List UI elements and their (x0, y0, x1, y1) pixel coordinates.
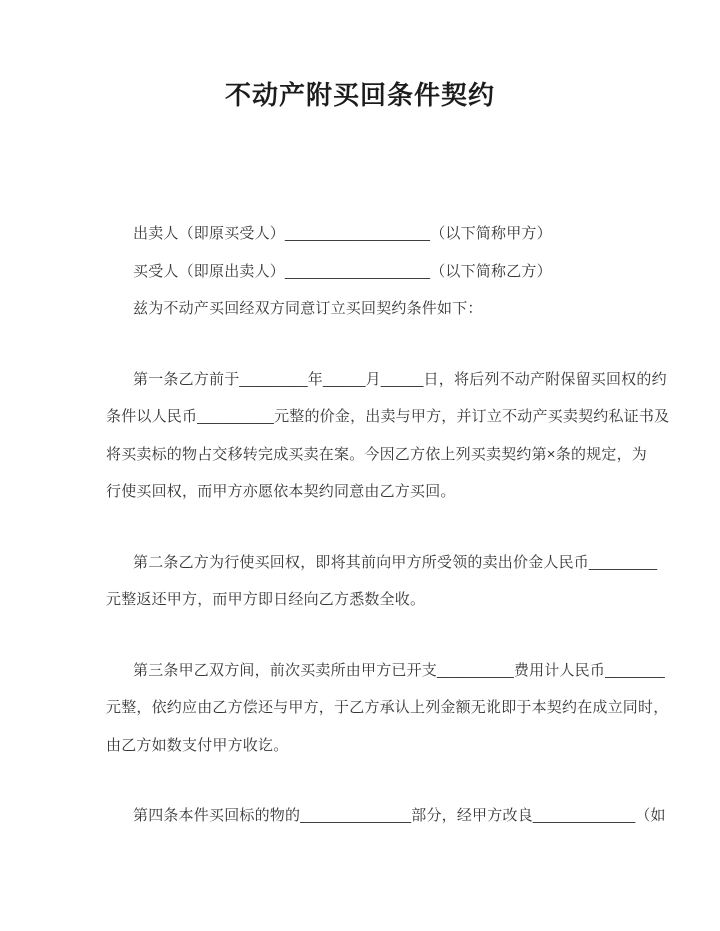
buyer-party-line: 买受人（即原出卖人）_________________（以下简称乙方） (133, 262, 552, 280)
clause-4 (0, 797, 720, 835)
preamble-line: 兹为不动产买回经双方同意订立买回契约条件如下： (133, 300, 483, 317)
clause-1-line-2: 条件以人民币_________元整的价金，出卖与甲方，并订立不动产买卖契约私证书及 (106, 408, 670, 425)
clause-3-line-3: 由乙方如数支付甲方收讫。 (106, 736, 289, 754)
clause-4-line-1: 第四条本件买回标的物的_____________部分，经甲方改良____________（如 (133, 807, 666, 824)
clause-1 (0, 361, 720, 511)
clause-1-line-4: 行使买回权，而甲方亦愿依本契约同意由乙方买回。 (106, 483, 456, 500)
document-title: 不动产附买回条件契约 (224, 80, 495, 110)
clause-2 (0, 544, 720, 619)
contract-preamble (0, 215, 720, 328)
clause-2-line-2: 元整返还甲方，而甲方即日经向乙方悉数全收。 (106, 591, 426, 608)
clause-1-line-3: 将买卖标的物占交移转完成买卖在案。今因乙方依上列买卖契约第×条的规定，为 (106, 445, 647, 463)
clause-2-line-1: 第二条乙方为行使买回权，即将其前向甲方所受领的卖出价金人民币________ (133, 553, 658, 571)
seller-party-line: 出卖人（即原买受人）_________________（以下简称甲方） (133, 225, 552, 242)
clause-3-line-1: 第三条甲乙双方间，前次买卖所由甲方已开支_________费用计人民币_______ (133, 661, 665, 679)
clause-1-line-1: 第一条乙方前于________年_____月_____日，将后列不动产附保留买回权的约 (133, 370, 667, 388)
clause-3-line-2: 元整，依约应由乙方偿还与甲方，于乙方承认上列金额无讹即于本契约在成立同时， (106, 699, 669, 716)
clause-3 (0, 652, 720, 765)
